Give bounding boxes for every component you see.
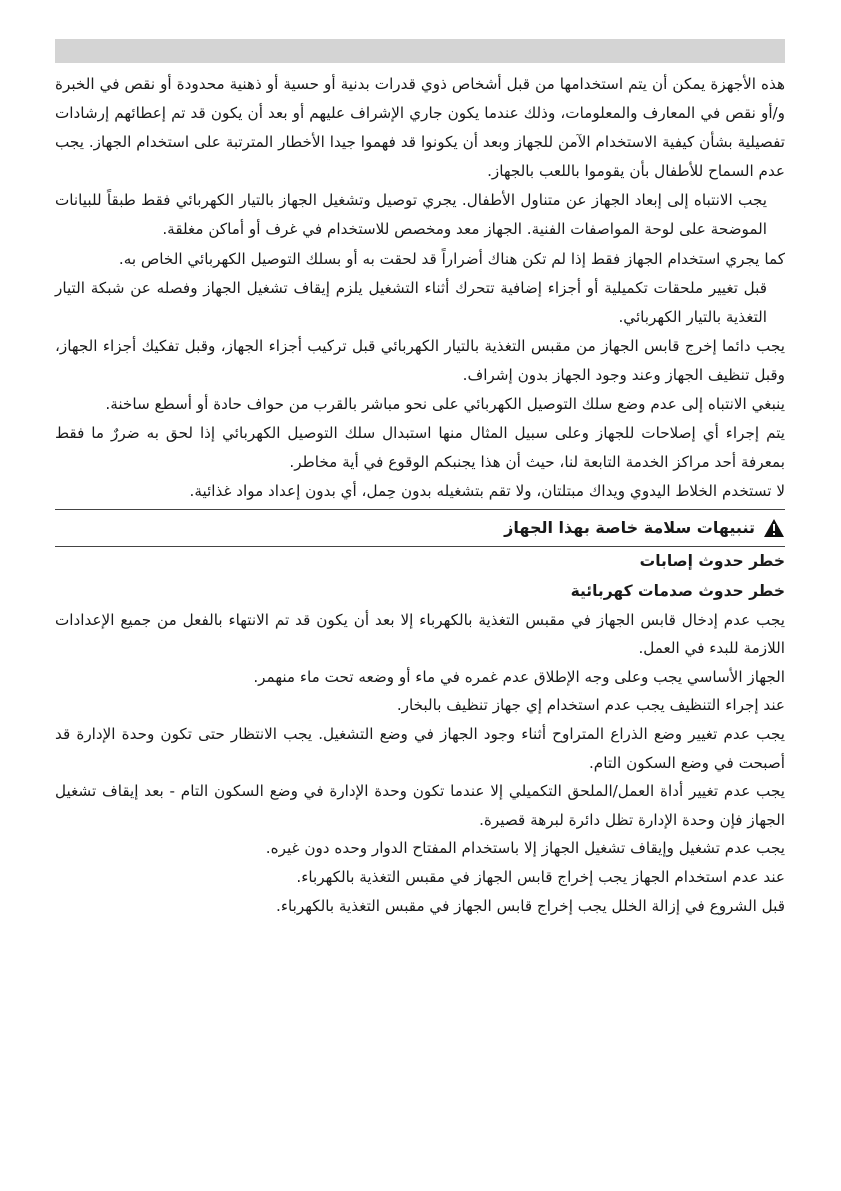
section-title [55, 514, 785, 547]
paragraph: يجب دائما إخرج قابس الجهاز من مقبس التغذية بالتيار الكهربائي قبل تركيب أجزاء الجهاز، وقبل تفكيك أجزاء الجهاز، وقبل تنظيف الجهاز وعند وجود الجهاز بدون إشراف. [55, 336, 785, 384]
paragraph: كما يجري استخدام الجهاز فقط إذا لم تكن هناك أضراراً قد لحقت به أو بسلك التوصيل الكهربائي الخاص به. [118, 249, 785, 268]
paragraph: يتم إجراء أي إصلاحات للجهاز وعلى سبيل المثال منها استبدال سلك التوصيل الكهربائي إذا لحق به ضررٌ ما فقط بمعرفة أحد مراكز الخدمة التابعة لنا، حيث أن هذا يجنبكم الوقوع في أية مخاطر. [55, 424, 785, 472]
content-area [55, 70, 785, 920]
list-item: يجب عدم تغيير أداة العمل/الملحق التكميلي إلا عندما تكون وحدة الإدارة في وضع السكون التام - بعد إيقاف تشغيل الجهاز فإن وحدة الإدارة تظل دائرة لبرهة قصيرة. [55, 782, 785, 829]
safety-section [55, 547, 785, 920]
warning-triangle-icon [763, 518, 785, 538]
section-title-text: تنبيهات سلامة خاصة بهذا الجهاز [504, 518, 755, 538]
list-item: يجب عدم تشغيل وإيقاف تشغيل الجهاز إلا باستخدام المفتاح الدوار وحده دون غيره. [265, 839, 785, 858]
divider [55, 509, 785, 510]
list-item: يجب عدم إدخال قابس الجهاز في مقبس التغذية بالكهرباء إلا بعد أن يكون قد تم الانتهاء بالفعل من جميع الإعدادات اللازمة للبدء في العمل. [55, 610, 785, 658]
list-item: عند إجراء التنظيف يجب عدم استخدام إي جهاز تنظيف بالبخار. [396, 696, 785, 715]
list-item: يجب عدم تغيير وضع الذراع المتراوح أثناء وجود الجهاز في وضع التشغيل. يجب الانتظار حتى تكون وحدة الإدارة قد أصبحت في وضع السكون التام. [55, 724, 785, 772]
list-item: عند عدم استخدام الجهاز يجب إخراج قابس الجهاز في مقبس التغذية بالكهرباء. [296, 867, 785, 886]
heading-injury: خطر حدوث إصابات [639, 552, 785, 571]
heading-electric-shock: خطر حدوث صدمات كهربائية [570, 581, 785, 600]
header-bar [55, 39, 785, 63]
paragraph: قبل تغيير ملحقات تكميلية أو أجزاء إضافية تتحرك أثناء التشغيل يلزم إيقاف تشغيل الجهاز وفصله عن شبكة التيار التغذية بالتيار الكهربائي. [55, 278, 767, 326]
paragraph: هذه الأجهزة يمكن أن يتم استخدامها من قبل أشخاص ذوي قدرات بدنية أو حسية أو ذهنية محدودة أو نقص في الخبرة و/أو نقص في المعارف والمعلومات، وذلك عندما يكون جاري الإشراف عليهم أو بعد أن يكون قد تم إعطائهم إرشادات تفصيلية بشأن كيفية الاستخدام الآمن للجهاز وبعد أن يكونوا قد فهموا جيدا الأخطار المترتبة على استخدام الجهاز. يجب عدم السماح للأطفال بأن يقوموا باللعب بالجهاز. [55, 75, 785, 181]
list-item: قبل الشروع في إزالة الخلل يجب إخراج قابس الجهاز في مقبس التغذية بالكهرباء. [276, 896, 785, 915]
list-item: الجهاز الأساسي يجب وعلى وجه الإطلاق عدم غمره في ماء أو وضعه تحت ماء منهمر. [253, 667, 785, 686]
paragraph: لا تستخدم الخلاط اليدوي ويداك مبتلتان، ولا تقم بتشغيله بدون حِمل، أي بدون إعداد مواد غذائية. [189, 482, 785, 501]
paragraph: يجب الانتباه إلى إبعاد الجهاز عن متناول الأطفال. يجري توصيل وتشغيل الجهاز بالتيار الكهربائي فقط طبقاً للبيانات الموضحة على لوحة المواصفات الفنية. الجهاز معد ومخصص للاستخدام في غرف أو أماكن مغلقة. [55, 191, 767, 239]
paragraph: ينبغي الانتباه إلى عدم وضع سلك التوصيل الكهربائي على نحو مباشر بالقرب من حواف حادة أو أسطع ساخنة. [105, 395, 785, 414]
